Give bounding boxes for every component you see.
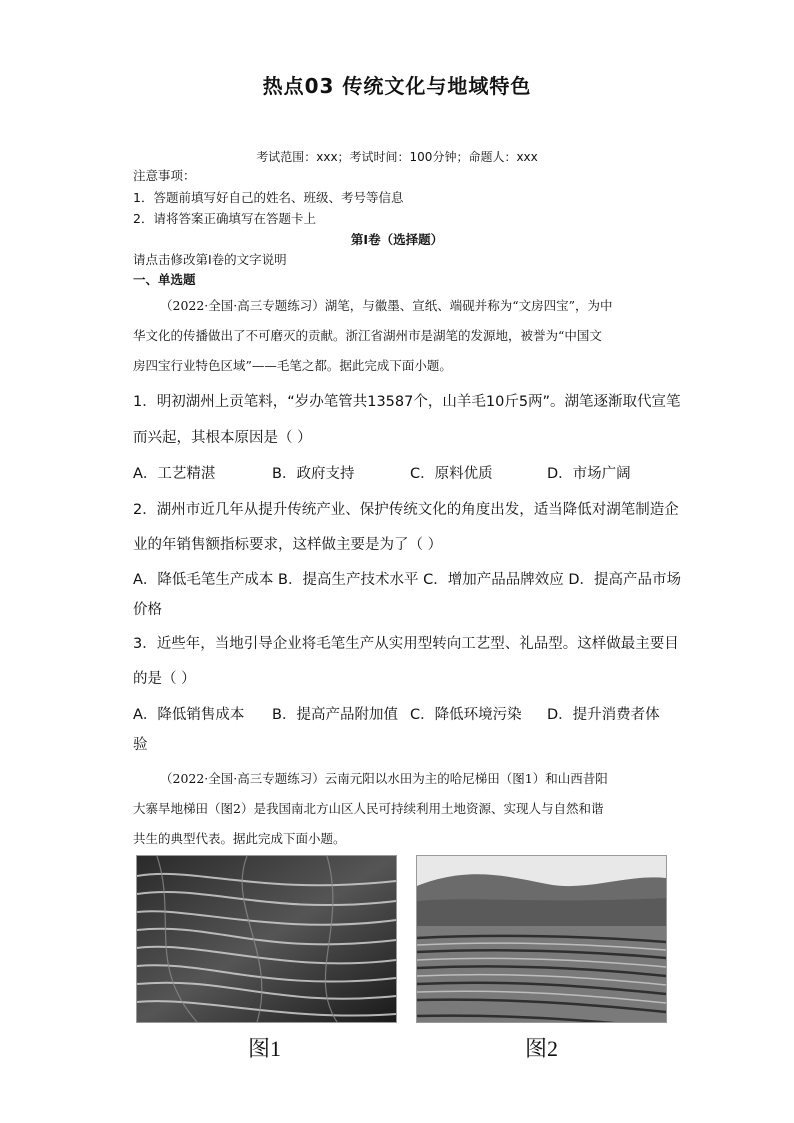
question-1-stem: 1．明初湖州上贡笔料，“岁办笔管共13587个，山羊毛10斤5两”。湖笔逐渐取代宣笔 — [133, 394, 681, 410]
passage2-line: 共生的典型代表。据此完成下面小题。 — [133, 831, 346, 846]
option-b: B．提高产品附加值 — [272, 707, 398, 723]
question-3-stem: 的是（ ） — [133, 671, 196, 687]
terrace-photo-1 — [136, 855, 397, 1023]
passage2-line: （2022·全国·高三专题练习）云南元阳以水田为主的哈尼梯田（图1）和山西昔阳 — [160, 771, 608, 786]
question-2-stem: 2．湖州市近几年从提升传统产业、保护传统文化的角度出发，适当降低对湖笔制造企 — [133, 502, 679, 518]
option-a: A．工艺精湛 — [133, 466, 216, 482]
question-2-options: A．降低毛笔生产成本 B．提高生产技术水平 C．增加产品品牌效应 D．提高产品市场 — [133, 572, 681, 588]
volume-title: 第I卷（选择题） — [350, 232, 444, 247]
question-3-options: 验 — [133, 737, 148, 753]
option-a: A．降低销售成本 — [133, 707, 245, 723]
exam-info: 考试范围：xxx；考试时间：100分钟；命题人：xxx — [256, 150, 538, 164]
notes-heading: 注意事项： — [133, 168, 196, 183]
option-c: C．降低环境污染 — [410, 707, 522, 723]
option-d: D．市场广阔 — [547, 466, 631, 482]
option-b: B．政府支持 — [272, 466, 355, 482]
figure-1-caption: 图1 — [248, 1036, 282, 1061]
question-2-options: 价格 — [133, 602, 162, 618]
passage2-line: 大寨旱地梯田（图2）是我国南北方山区人民可持续利用土地资源、实现人与自然和谐 — [133, 801, 604, 816]
option-c: C．原料优质 — [410, 466, 493, 482]
option-d: D．提升消费者体 — [547, 707, 660, 723]
note-item: 1．答题前填写好自己的姓名、班级、考号等信息 — [133, 190, 404, 205]
terrace-photo-2 — [416, 855, 667, 1023]
note-item: 2．请将答案正确填写在答题卡上 — [133, 211, 316, 226]
passage1-line: 房四宝行业特色区域”——毛笔之都。据此完成下面小题。 — [133, 358, 452, 373]
page-title: 热点03 传统文化与地域特色 — [262, 74, 532, 98]
passage1-line: 华文化的传播做出了不可磨灭的贡献。浙江省湖州市是湖笔的发源地，被誉为“中国文 — [133, 328, 602, 343]
question-1-stem: 而兴起，其根本原因是（ ） — [133, 430, 312, 446]
question-2-stem: 业的年销售额指标要求，这样做主要是为了（ ） — [133, 537, 443, 553]
passage1-line: （2022·全国·高三专题练习）湖笔，与徽墨、宣纸、端砚并称为“文房四宝”，为中 — [160, 298, 613, 313]
volume-hint: 请点击修改第I卷的文字说明 — [133, 252, 287, 267]
question-3-stem: 3．近些年，当地引导企业将毛笔生产从实用型转向工艺型、礼品型。这样做最主要目 — [133, 636, 679, 652]
section-title: 一、单选题 — [133, 272, 196, 287]
figure-2-caption: 图2 — [525, 1036, 559, 1061]
